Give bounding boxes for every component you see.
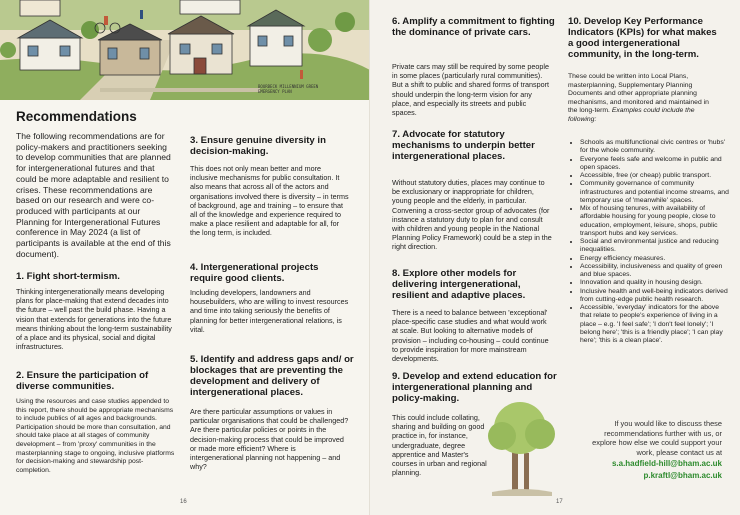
- kpi-list-item: • Accessibility, inclusiveness and quality of green and blue spaces.: [580, 263, 730, 280]
- recommendation-1-body: Thinking intergenerationally means developing plans for place-making that extend decades into the future – well past the build phase. Having a vision that extends for generations into the future means thinking about the long-term sustainability of a place and its physical, social and digital infrastructures.: [16, 287, 172, 352]
- recommendation-9-body: This could include collating, sharing and building on good practice in, for instance, undergraduate, degree apprentice and Master's courses in urban and regional planning.: [392, 413, 487, 478]
- kpi-list-item: • Everyone feels safe and welcome in public and open spaces.: [580, 156, 730, 173]
- tree-illustration: [482, 398, 560, 502]
- recommendation-10-title: 10. Develop Key Performance Indicators (KPIs) for what makes a good intergenerational community, in the long-term.: [568, 16, 717, 60]
- recommendation-10-body: [568, 73, 720, 125]
- recommendation-5-body: Are there particular assumptions or values in particular organisations that could be challenged? Are there particular policies or points in the decision-making process that could be improved or made more efficient? Where is intergenerational planning not happening – and why?: [190, 407, 349, 472]
- kpi-list-item: • Schools as multifunctional civic centres or 'hubs' for the whole community.: [580, 139, 730, 156]
- recommendation-1-title: 1. Fight short-termism.: [16, 271, 120, 282]
- recommendation-7-body: Without statutory duties, places may continue to be exclusionary or inappropriate for children, young people and the elderly, in particular. Convening a cross-sector group of advocates (for instance a statutory duty to plan for and consult with children and young people in the National Planning Policy Framework) could be a step in the right direction.: [392, 178, 552, 252]
- kpi-list-item: • Accessible, 'everyday' indicators for the above that relate to people's experience of living in a place – e.g. 'I feel safe'; 'I don't feel lonely'; 'I belong here'; 'this is a friendly place'; 'I can play here'; 'this is a clean place'.: [580, 304, 730, 345]
- kpi-list-item: • Community governance of community infrastructures and potential income streams, and temporary use of 'meanwhile' spaces.: [580, 180, 730, 205]
- recommendation-3-body: This does not only mean better and more inclusive mechanisms for public consultation. It also means that across all of the actors and organisations involved there is diversity – in terms of background, age and training – to ensure that all of the knowledge and experience required to make a place resilient and adaptable for all, for the long term, is included.: [190, 164, 349, 238]
- contact-email-1[interactable]: s.a.hadfield-hill@bham.ac.uk: [611, 459, 722, 468]
- page-number-right: 17: [556, 499, 563, 505]
- recommendation-7-title: 7. Advocate for statutory mechanisms to underpin better intergenerational places.: [392, 129, 535, 162]
- kpi-list-item: • Social and environmental justice and reducing inequalities.: [580, 238, 730, 255]
- recommendation-10-body-text: These could be written into Local Plans, masterplanning, Supplementary Planning Documents and other appropriate planning mechanisms, and monitored and maintained in the long-term.: [568, 73, 709, 115]
- recommendation-9-title: 9. Develop and extend education for intergenerational planning and policy-making.: [392, 371, 557, 404]
- recommendation-4-body: Including developers, landowners and housebuilders, who are willing to invest resources and time into taking seriously the benefits of planning for better intergenerational relations, is vital.: [190, 288, 349, 334]
- contact-text: If you would like to discuss these recommendations further with us, or explore how else we could support your work, please contact us at: [592, 419, 722, 457]
- kpi-list-item: • Mix of housing tenures, with availability of affordable housing for young people, close to education, employment, leisure, shops, public transport hubs and key services.: [580, 205, 730, 238]
- recommendation-8-title: 8. Explore other models for delivering intergenerational, resilient and adaptive places.: [392, 268, 526, 301]
- intro-paragraph: The following recommendations are for policy-makers and practitioners seeking to develop communities that are planned for intergenerational futures and that could be more adaptable and resilient to crises. These recommendations are based on our research and were co-produced with participants at our Planning for Intergenerational Futures conference in May 2024 (a list of participants is available at the end of this document).: [16, 131, 171, 259]
- page-right: [370, 0, 740, 515]
- recommendation-2-title: 2. Ensure the participation of diverse communities.: [16, 370, 149, 392]
- recommendation-4-title: 4. Intergenerational projects require good clients.: [190, 262, 319, 284]
- recommendation-6-title: 6. Amplify a commitment to fighting the dominance of private cars.: [392, 16, 555, 38]
- kpi-list-item: • Innovation and quality in housing design.: [580, 279, 730, 287]
- recommendation-3-title: 3. Ensure genuine diversity in decision-making.: [190, 135, 326, 157]
- kpi-list: [570, 139, 730, 345]
- page-title: Recommendations: [16, 109, 137, 124]
- kpi-list-item: • Energy efficiency measures.: [580, 255, 730, 263]
- kpi-list-item: • Accessible, free (or cheap) public transport.: [580, 172, 730, 180]
- recommendation-8-body: There is a need to balance between 'exceptional' place-specific case studies and what would work at scale. But looking to alternative models of provision – including co-housing – could continue to provide inspiration for more mainstream developments.: [392, 308, 549, 364]
- contact-email-2[interactable]: p.kraftl@bham.ac.uk: [643, 471, 722, 480]
- recommendation-2-body: Using the resources and case studies appended to this report, there should be appropriate mechanisms to include publics of all ages and backgrounds. Participation should be more than consultation, and should take place at all stages of community development – from 'proxy' communities in the masterplanning stage to ongoing, inclusive platforms for decision-making and stewardship post-completion.: [16, 398, 175, 474]
- recommendation-6-body: Private cars may still be required by some people in some places (particularly rural communities). But a shift to public and shared forms of transport should underpin the long-term vision for any place, and especially its streets and public spaces.: [392, 62, 550, 118]
- street-illustration: [0, 0, 370, 100]
- recommendation-10-body-examples: Examples could include the following:: [568, 107, 695, 123]
- illustration-caption: BOURBECK MILLENNIUM GREEN EMERGENCY PLAN: [258, 84, 319, 94]
- page-number-left: 16: [180, 499, 187, 505]
- kpi-list-item: • Inclusive health and well-being indicators derived from cutting-edge public health research.: [580, 288, 730, 305]
- recommendation-5-title: 5. Identify and address gaps and/ or blockages that are preventing the development and delivery of intergenerational places.: [190, 354, 354, 398]
